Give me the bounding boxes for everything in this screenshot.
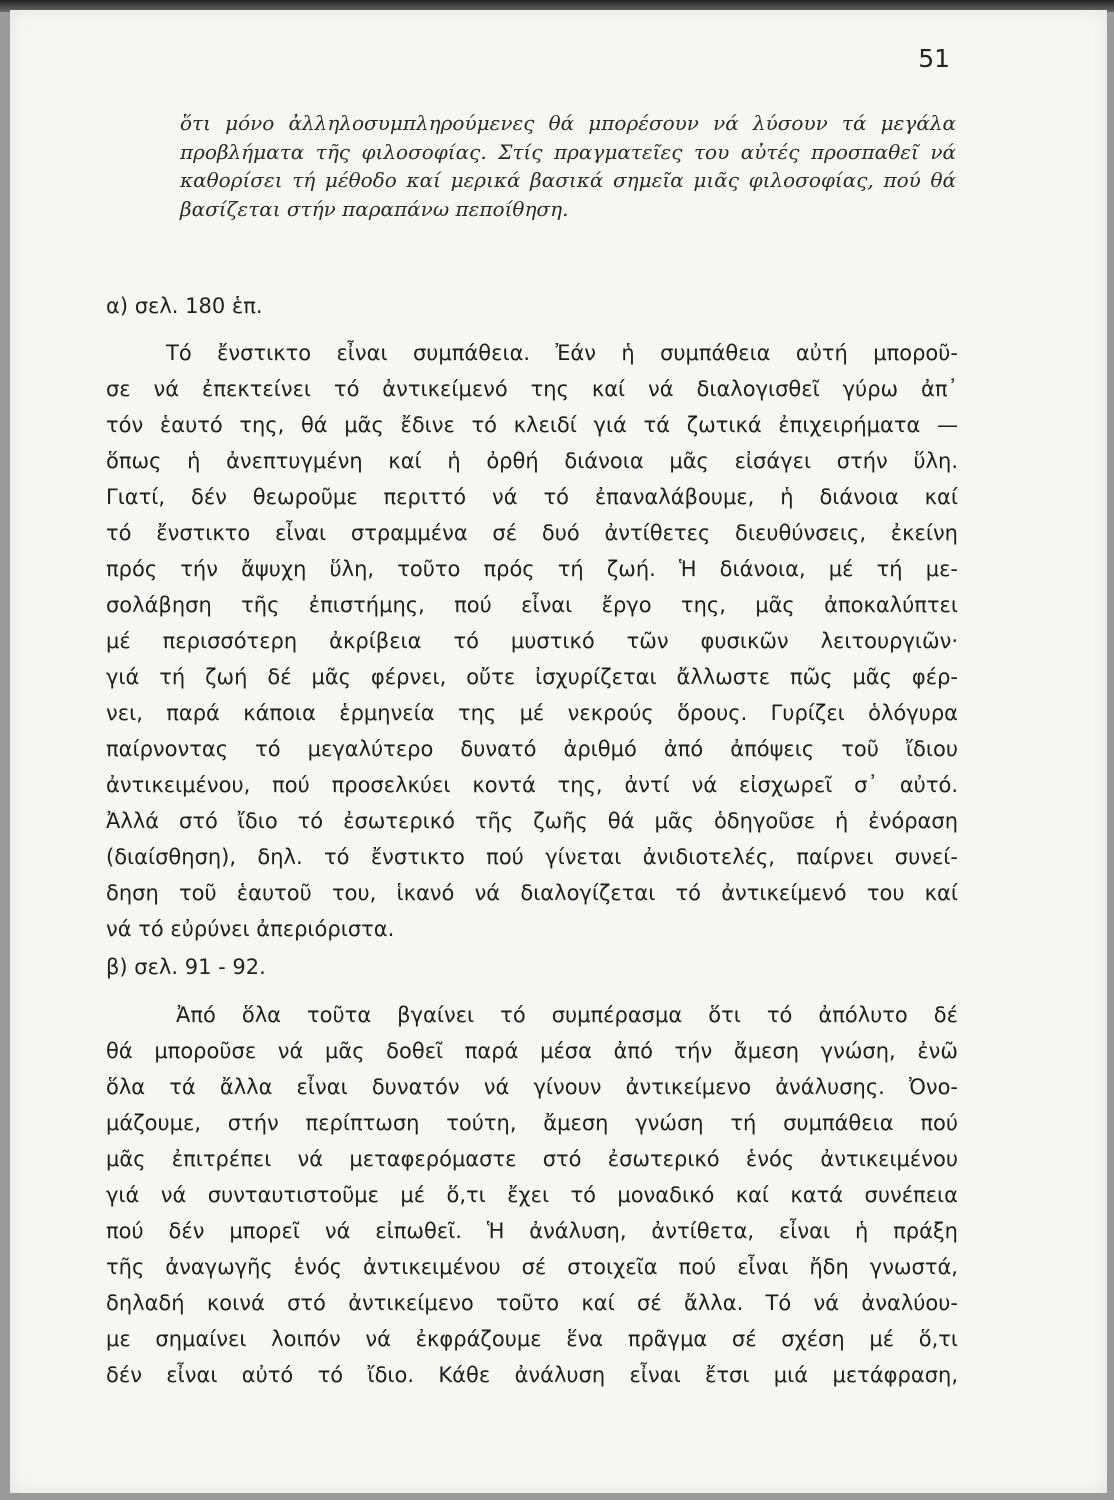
text-line: πρός τήν ἄψυχη ὕλη, τοῦτο πρός τή ζωή. Ἡ διάνοια, μέ τή με- xyxy=(106,557,958,581)
text-line: παίρνοντας τό μεγαλύτερο δυνατό ἀριθμό ἀπό ἀπόψεις τοῦ ἴδιου xyxy=(106,737,958,761)
text-line: Ἀλλά στό ἴδιο τό ἐσωτερικό τῆς ζωῆς θά μᾶς ὁδηγοῦσε ἡ ἐνόραση xyxy=(106,809,958,833)
page-number: 51 xyxy=(918,44,950,73)
text-line: θά μποροῦσε νά μᾶς δοθεῖ παρά μέσα ἀπό τήν ἄμεση γνώση, ἐνῶ xyxy=(106,1039,958,1063)
text-line: Τό ἔνστικτο εἶναι συμπάθεια. Ἐάν ἡ συμπάθεια αὐτή μποροῦ- xyxy=(166,341,958,365)
text-line: δηση τοῦ ἑαυτοῦ του, ἱκανό νά διαλογίζεται τό ἀντικείμενό του καί xyxy=(106,881,958,905)
text-line: τόν ἑαυτό της, θά μᾶς ἔδινε τό κλειδί γιά τά ζωτικά ἐπιχειρήματα — xyxy=(106,413,958,437)
text-line: με σημαίνει λοιπόν νά ἐκφράζουμε ἕνα πρᾶγμα σέ σχέση μέ ὅ,τι xyxy=(106,1327,958,1351)
text-line: Ἀπό ὅλα τοῦτα βγαίνει τό συμπέρασμα ὅτι τό ἀπόλυτο δέ xyxy=(176,1003,958,1027)
text-line: ὅλα τά ἄλλα εἶναι δυνατόν νά γίνουν ἀντικείμενο ἀνάλυσης. Ὀνο- xyxy=(106,1075,958,1099)
text-line: σε νά ἐπεκτείνει τό ἀντικείμενό της καί νά διαλογισθεῖ γύρω ἀπ᾽ xyxy=(106,377,958,401)
paragraph-b xyxy=(106,997,958,1393)
text-line: ἀντικειμένου, πού προσελκύει κοντά της, ἀντί νά εἰσχωρεῖ σ᾽ αὐτό. xyxy=(106,773,958,797)
text-line: νει, παρά κάποια ἑρμηνεία της μέ νεκρούς ὅρους. Γυρίζει ὁλόγυρα xyxy=(106,701,958,725)
text-line: μέ περισσότερη ἀκρίβεια τό μυστικό τῶν φυσικῶν λειτουργιῶν· xyxy=(106,629,958,653)
text-line: μάζουμε, στήν περίπτωση τούτη, ἄμεση γνώση τή συμπάθεια πού xyxy=(106,1111,958,1135)
text-line: Γιατί, δέν θεωροῦμε περιττό νά τό ἐπαναλάβουμε, ἡ διάνοια καί xyxy=(106,485,958,509)
italic-quote: ὅτι μόνο ἀλληλοσυμπληρούμενες θά μπορέσουν νά λύσουν τά μεγάλα προβλήματα τῆς φιλοσοφίας. Στίς πραγματεῖες του αὐτές προσπαθεῖ νά καθορίσει τή μέθοδο καί μερικά βασικά σημεῖα μιᾶς φιλοσοφίας, πού θά βασίζεται στήν παραπάνω πεποίθηση. xyxy=(180,111,956,221)
text-line: δηλαδή κοινά στό ἀντικείμενο τοῦτο καί σέ ἄλλα. Τό νά ἀναλύου- xyxy=(106,1291,958,1315)
text-line: σολάβηση τῆς ἐπιστήμης, πού εἶναι ἔργο της, μᾶς ἀποκαλύπτει xyxy=(106,593,958,617)
text-line: δέν εἶναι αὐτό τό ἴδιο. Κάθε ἀνάλυση εἶναι ἔτσι μιά μετάφραση, xyxy=(106,1363,958,1387)
text-line: τῆς ἀναγωγῆς ἑνός ἀντικειμένου σέ στοιχεῖα πού εἶναι ἤδη γνωστά, xyxy=(106,1255,958,1279)
text-line: τό ἔνστικτο εἶναι στραμμένα σέ δυό ἀντίθετες διευθύνσεις, ἐκείνη xyxy=(106,521,958,545)
text-line: ὅπως ἡ ἀνεπτυγμένη καί ἡ ὀρθή διάνοια μᾶς εἰσάγει στήν ὕλη. xyxy=(106,449,958,473)
text-line: (διαίσθηση), δηλ. τό ἔνστικτο πού γίνεται ἀνιδιοτελές, παίρνει συνεί- xyxy=(106,845,958,869)
reference-a: α) σελ. 180 ἑπ. xyxy=(106,294,263,318)
text-line: πού δέν μπορεῖ νά εἰπωθεῖ. Ἡ ἀνάλυση, ἀντίθετα, εἶναι ἡ πράξη xyxy=(106,1219,958,1243)
paragraph-a xyxy=(106,335,958,947)
book-page xyxy=(10,10,1107,1493)
reference-b: β) σελ. 91 - 92. xyxy=(106,955,266,979)
text-line: νά τό εὐρύνει ἀπεριόριστα. xyxy=(106,917,395,941)
text-line: μᾶς ἐπιτρέπει νά μεταφερόμαστε στό ἐσωτερικό ἑνός ἀντικειμένου xyxy=(106,1147,958,1171)
text-line: γιά νά συνταυτιστοῦμε μέ ὅ,τι ἔχει τό μοναδικό καί κατά συνέπεια xyxy=(106,1183,958,1207)
text-line: γιά τή ζωή δέ μᾶς φέρνει, οὔτε ἰσχυρίζεται ἄλλωστε πῶς μᾶς φέρ- xyxy=(106,665,958,689)
